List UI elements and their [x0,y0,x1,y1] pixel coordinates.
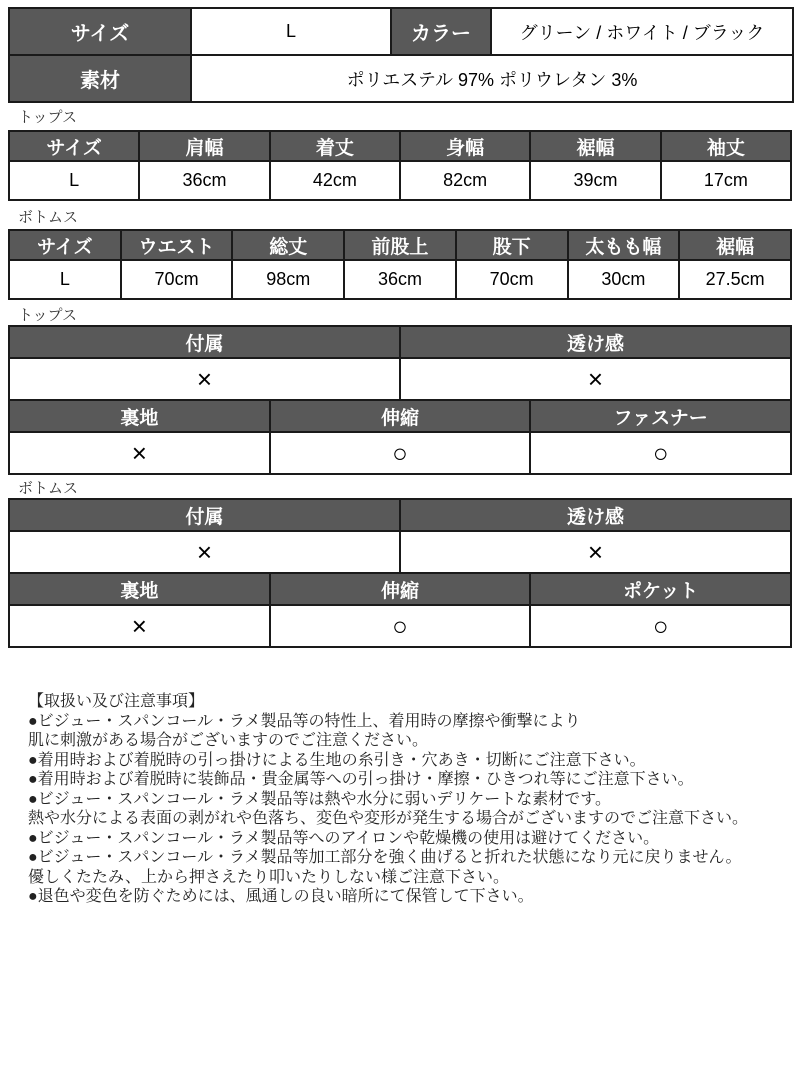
tops-measurements-table [8,130,792,201]
measurement-value: 39cm [530,161,660,200]
section-label-tops-features: トップス [18,307,77,324]
care-note-line: ●着用時および着脱時に装飾品・貴金属等への引っ掛け・摩擦・ひきつれ等にご注意下さい。 [28,771,694,788]
care-note-line: ●ビジュー・スパンコール・ラメ製品等の特性上、着用時の摩擦や衝撃により [28,712,581,730]
care-note-line: ●ビジュー・スパンコール・ラメ製品等加工部分を強く曲げると折れた状態になり元に戻りません。 [28,849,742,866]
feature-value-row [10,357,790,399]
size-value: L [191,8,391,55]
bottoms-features-table [8,498,792,648]
bottoms-measurements-table [8,229,792,300]
care-note-line: ●ビジュー・スパンコール・ラメ製品等は熱や水分に弱いデリケートな素材です。 [28,790,611,808]
material-value: ポリエステル 97% ポリウレタン 3% [191,55,793,102]
feature-header: 透け感 [399,500,790,530]
feature-value: × [196,536,213,567]
column-header: 股下 [456,230,568,260]
material-label: 素材 [9,55,191,102]
feature-value: × [399,359,790,399]
feature-value: ○ [529,433,790,473]
section-label-bottoms-features: ボトムス [18,480,79,497]
care-note-line: 肌に刺激がある場合がございますのでご注意ください。 [28,732,429,749]
measurement-value: 36cm [344,260,456,299]
feature-header-row [10,500,790,530]
feature-header: ポケット [529,574,790,604]
table-row [9,260,791,299]
care-note-line: ●退色や変色を防ぐためには、風通しの良い暗所にて保管して下さい。 [28,888,534,905]
measurement-value: 36cm [139,161,269,200]
feature-header-row [10,327,790,357]
care-note-line: 熱や水分による表面の剥がれや色落ち、変色や変形が発生する場合がございますのでご注意下さい。 [28,810,749,827]
column-header: 裾幅 [679,230,791,260]
measurement-value: 98cm [232,260,344,299]
table-header-row [9,230,791,260]
column-header: サイズ [9,131,139,161]
care-notes [8,692,792,907]
feature-header: ファスナー [529,401,790,431]
feature-header: 透け感 [399,327,790,357]
column-header: サイズ [9,230,121,260]
column-header: 前股上 [344,230,456,260]
color-label: カラー [391,8,491,55]
section-label-bottoms-measurements: ボトムス [18,209,79,226]
measurement-value: 27.5cm [679,260,791,299]
care-note-line: 優しくたたみ、上から押さえたり叩いたりしない様ご注意下さい。 [28,868,509,886]
column-header: 袖丈 [661,131,791,161]
care-notes-title: 【取扱い及び注意事項】 [28,693,205,710]
column-header: 裾幅 [530,131,660,161]
measurement-value: L [9,161,139,200]
feature-value-row [10,530,790,572]
feature-value: × [131,437,147,468]
measurement-value: L [9,260,121,299]
column-header: ウエスト [121,230,233,260]
feature-value: × [196,363,213,394]
feature-value-row [10,604,790,646]
feature-value: × [131,610,147,641]
feature-value: ○ [269,433,530,473]
feature-value: ○ [269,606,530,646]
column-header: 身幅 [400,131,530,161]
feature-header-row [10,572,790,604]
feature-header: 伸縮 [269,574,530,604]
feature-header: 付属 [10,500,399,530]
table-row [9,161,791,200]
measurement-value: 42cm [270,161,400,200]
feature-value: ○ [529,606,790,646]
feature-header-row [10,399,790,431]
feature-header: 裏地 [10,574,269,604]
column-header: 肩幅 [139,131,269,161]
size-label: サイズ [9,8,191,55]
color-value: グリーン / ホワイト / ブラック [491,8,793,55]
feature-header: 伸縮 [269,401,530,431]
column-header: 総丈 [232,230,344,260]
measurement-value: 70cm [456,260,568,299]
care-note-line: ●着用時および着脱時の引っ掛けによる生地の糸引き・穴あき・切断にご注意下さい。 [28,751,646,769]
column-header: 太もも幅 [568,230,680,260]
care-note-line: ●ビジュー・スパンコール・ラメ製品等へのアイロンや乾燥機の使用は避けてください。 [28,829,660,847]
measurement-value: 17cm [661,161,791,200]
feature-header: 付属 [10,327,399,357]
tops-features-table [8,325,792,475]
section-label-tops-measurements: トップス [18,109,77,126]
measurement-value: 70cm [121,260,233,299]
feature-header: 裏地 [10,401,269,431]
measurement-value: 82cm [400,161,530,200]
table-header-row [9,131,791,161]
column-header: 着丈 [270,131,400,161]
size-color-material-table [8,7,794,103]
feature-value: × [399,532,790,572]
measurement-value: 30cm [568,260,680,299]
feature-value-row [10,431,790,473]
